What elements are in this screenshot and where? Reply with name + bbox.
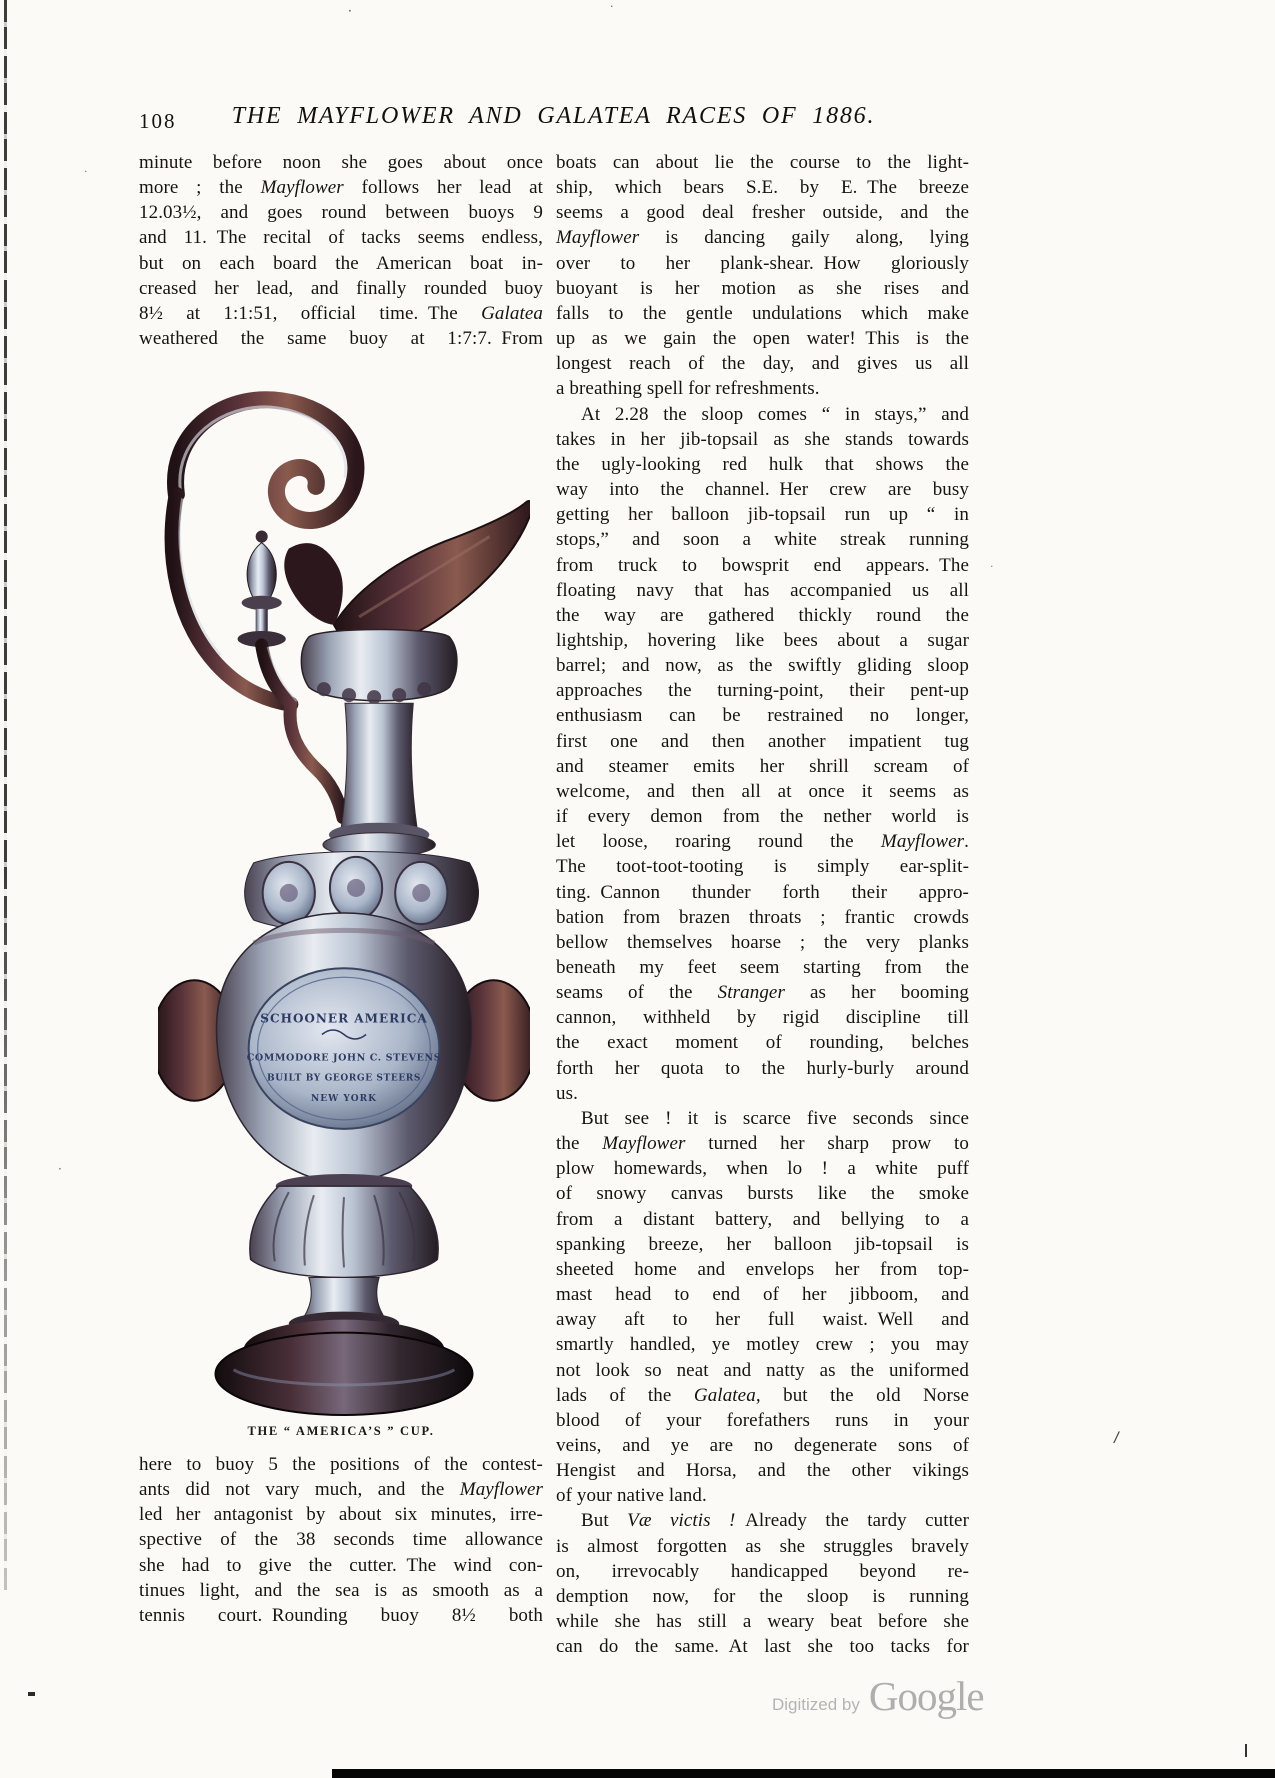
text-line: up as we gain the open water! This is the <box>556 328 969 350</box>
text-line: plow homewards, when lo ! a white puff <box>556 1158 969 1180</box>
text-line: boats can about lie the course to the light- <box>556 152 969 173</box>
text-line: over to her plank-shear. How gloriously <box>556 252 969 274</box>
text-line: away aft to her full waist. Well and <box>556 1309 969 1331</box>
digitized-by-label: Digitized by <box>772 1695 860 1714</box>
text-line: first one and then another impatient tug <box>556 730 969 752</box>
text-line: demption now, for the sloop is running <box>556 1585 969 1607</box>
text-line: ting. Cannon thunder forth their appro- <box>556 881 969 903</box>
text-line: falls to the gentle undulations which make <box>556 302 969 324</box>
text-line: buoyant is her motion as she rises and <box>556 277 969 299</box>
text-line: beneath my feet seem starting from the <box>556 957 969 978</box>
text-line: mast head to end of her jibboom, and <box>556 1284 969 1306</box>
text-line: here to buoy 5 the positions of the contest- <box>139 1454 543 1475</box>
text-line: from a distant battery, and bellying to a <box>556 1208 969 1230</box>
text-line: creased her lead, and finally rounded buoy <box>139 277 543 299</box>
scan-speck: · <box>990 560 994 573</box>
text-line: us. <box>556 1082 578 1104</box>
figure-caption: THE “ AMERICA’S ” CUP. <box>247 1424 435 1438</box>
text-line: longest reach of the day, and gives us all <box>556 353 969 375</box>
text-line: on, irrevocably handicapped beyond re- <box>556 1560 969 1582</box>
text-line: can do the same. At last she too tacks for <box>556 1636 969 1658</box>
left-column-upper-text <box>139 150 543 351</box>
text-line: Mayflower is dancing gaily along, lying <box>556 227 969 249</box>
text-line: approaches the turning-point, their pent-up <box>556 680 969 702</box>
text-line: she had to give the cutter. The wind con- <box>139 1554 543 1576</box>
text-line: bellow themselves hoarse ; the very planks <box>556 931 969 953</box>
left-column-lower-text <box>139 1452 543 1628</box>
google-watermark <box>772 1672 984 1720</box>
text-line: floating navy that has accompanied us all <box>556 579 969 601</box>
text-line: takes in her jib-topsail as she stands towards <box>556 428 969 450</box>
text-line: spective of the 38 seconds time allowance <box>139 1529 543 1551</box>
text-line: tennis court. Rounding buoy 8½ both <box>139 1604 543 1626</box>
scan-binding-edge <box>4 0 7 1590</box>
text-line: But Væ victis ! Already the tardy cutter <box>581 1510 969 1532</box>
text-line: But see ! it is scarce five seconds since <box>581 1107 969 1129</box>
text-line: cannon, withheld by rigid discipline till <box>556 1007 969 1029</box>
text-line: is almost forgotten as she struggles bravely <box>556 1535 969 1557</box>
text-line: Hengist and Horsa, and the other vikings <box>556 1460 969 1482</box>
text-line: smartly handled, ye motley crew ; you may <box>556 1334 969 1356</box>
text-line: weathered the same buoy at 1:7:7. From <box>139 328 543 350</box>
inscription-line-1: SCHOONER AMERICA <box>260 1011 428 1026</box>
text-line: the exact moment of rounding, belches <box>556 1032 969 1054</box>
trophy-illustration <box>158 386 530 1420</box>
inscription-line-2: COMMODORE JOHN C. STEVENS <box>246 1052 442 1064</box>
text-line: while she has still a weary beat before she <box>556 1611 969 1633</box>
text-line: veins, and ye are no degenerate sons of <box>556 1434 969 1456</box>
scan-speck <box>1245 1744 1247 1757</box>
scan-bottom-bar <box>332 1769 1275 1778</box>
text-line: but on each board the American boat in- <box>139 252 543 274</box>
text-line: of snowy canvas bursts like the smoke <box>556 1183 969 1205</box>
page-number: 108 <box>139 109 177 133</box>
text-line: from truck to bowsprit end appears. The <box>556 554 969 576</box>
scan-speck: / <box>1112 1427 1121 1447</box>
text-line: seams of the Stranger as her booming <box>556 982 969 1004</box>
text-line: a breathing spell for refreshments. <box>556 378 820 400</box>
running-header-title: THE MAYFLOWER AND GALATEA RACES OF 1886. <box>231 103 876 129</box>
right-column-text <box>556 150 969 1659</box>
text-line: the Mayflower turned her sharp prow to <box>556 1133 969 1155</box>
text-line: minute before noon she goes about once <box>139 152 543 173</box>
text-line: let loose, roaring round the Mayflower. <box>556 831 969 853</box>
text-line: not look so neat and natty as the uniformed <box>556 1359 969 1381</box>
text-line: of your native land. <box>556 1485 707 1507</box>
scan-speck: · <box>58 1162 62 1176</box>
text-line: enthusiasm can be restrained no longer, <box>556 705 969 727</box>
inscription-line-4: NEW YORK <box>310 1093 378 1104</box>
text-line: stops,” and soon a white streak running <box>556 529 969 551</box>
text-line: ship, which bears S.E. by E. The breeze <box>556 177 969 199</box>
text-line: lads of the Galatea, but the old Norse <box>556 1384 969 1406</box>
text-line: blood of your forefathers runs in your <box>556 1409 969 1431</box>
scan-speck: · <box>348 4 352 18</box>
google-logo: Google <box>868 1673 984 1719</box>
text-line: spanking breeze, her balloon jib-topsail is <box>556 1233 969 1255</box>
text-line: way into the channel. Her crew are busy <box>556 479 969 501</box>
text-line: barrel; and now, as the swiftly gliding sloop <box>556 655 969 677</box>
inscription-line-3: BUILT BY GEORGE STEERS <box>266 1073 422 1084</box>
text-line: getting her balloon jib-topsail run up “ in <box>556 504 969 526</box>
scan-speck: · <box>84 165 88 178</box>
text-line: led her antagonist by about six minutes, irre- <box>139 1504 543 1526</box>
text-line: 12.03½, and goes round between buoys 9 <box>139 202 543 224</box>
text-line: the way are gathered thickly round the <box>556 604 969 626</box>
text-line: ants did not vary much, and the Mayflower <box>139 1479 543 1501</box>
text-line: more ; the Mayflower follows her lead at <box>139 177 543 199</box>
text-line: sheeted home and envelops her from top- <box>556 1258 969 1280</box>
text-line: tinues light, and the sea is as smooth as a <box>139 1579 543 1601</box>
scan-speck: · <box>610 0 614 13</box>
text-line: lightship, hovering like bees about a sugar <box>556 629 969 651</box>
text-line: and steamer emits her shrill scream of <box>556 755 969 777</box>
scan-speck <box>28 1692 35 1696</box>
text-line: and 11. The recital of tacks seems endless, <box>139 227 543 249</box>
text-line: The toot-toot-tooting is simply ear-split- <box>556 856 969 878</box>
text-line: if every demon from the nether world is <box>556 806 969 828</box>
text-line: At 2.28 the sloop comes “ in stays,” and <box>581 403 969 425</box>
text-line: 8½ at 1:1:51, official time. The Galatea <box>139 302 543 324</box>
text-line: forth her quota to the hurly-burly around <box>556 1057 969 1079</box>
text-line: the ugly-looking red hulk that shows the <box>556 453 969 475</box>
text-line: bation from brazen throats ; frantic crowds <box>556 906 969 928</box>
text-line: seems a good deal fresher outside, and the <box>556 202 969 224</box>
americas-cup-figure <box>158 386 530 1420</box>
text-line: welcome, and then all at once it seems as <box>556 780 969 802</box>
